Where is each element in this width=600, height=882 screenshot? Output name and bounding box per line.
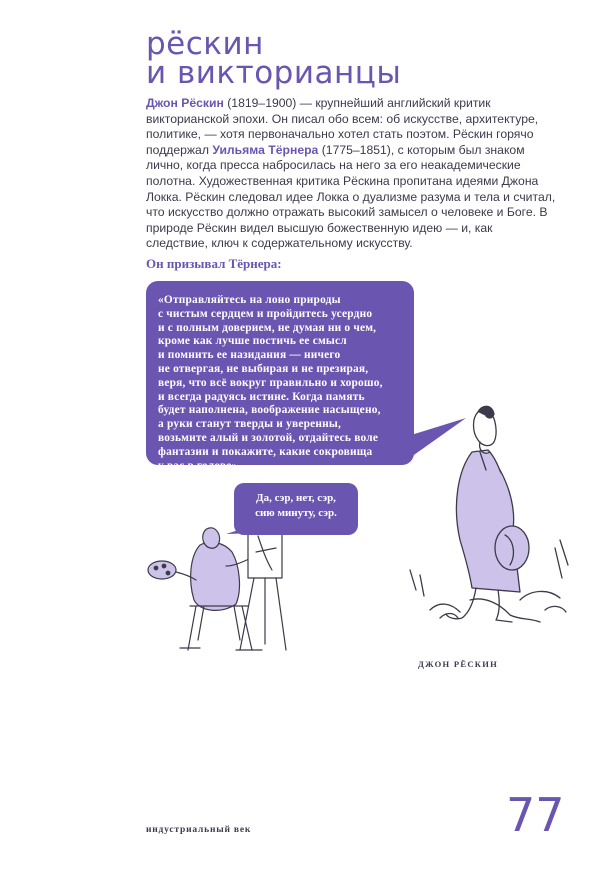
intro-part-2: (1775–1851), с которым был знаком лично, когда пресса набросилась на него за его неакадемические полотна. Художественная критика Рёскина пропитана идеями Джона Локка. Рёскин следовал идее Локка о дуализме разума и тела и считал, что искусство должно отражать высокий замысел о человеке и Боге. В природе Рёскин видел высшую божественную идею — и, как следствие, ключ к содержательному искусству. xyxy=(146,142,556,251)
quote-line: не отвергая, не выбирая и не презирая, xyxy=(158,362,369,375)
title-line-1: рёскин xyxy=(146,26,264,62)
name-turner: Уильяма Тёрнера xyxy=(212,142,319,157)
reply-bubble xyxy=(234,483,358,535)
quote-bubble xyxy=(146,281,414,472)
quote-line: с чистым сердцем и пройдитесь усердно xyxy=(158,307,373,320)
quote-line: и помнить ее назидания — ничего xyxy=(158,349,341,362)
quote-line: и с полным доверием, не думая ни о чем, xyxy=(158,321,377,334)
quote-line: будет наполнена, воображение насыщено, xyxy=(158,404,381,417)
quote-line: веря, что всё вокруг правильно и хорошо, xyxy=(158,376,383,389)
name-ruskin: Джон Рёскин xyxy=(146,96,224,110)
page-number: 77 xyxy=(506,788,565,842)
quote-line: возьмите алый и золотой, отдайтесь воле xyxy=(158,431,379,444)
quote-line: фантазии и покажите, какие сокровища xyxy=(158,445,373,458)
reply-text xyxy=(234,491,358,521)
intro-part-1: (1819–1900) — крупнейший английский критик викторианской эпохи. Он писал обо всем: об искусстве, архитектуре, политике, — хотя первоначально хотел стать поэтом. Рёскин горячо поддержал xyxy=(146,96,539,157)
quote-line: и всегда радуясь истине. Когда память xyxy=(158,390,365,403)
reply-line: сию минуту, сэр. xyxy=(255,507,337,519)
footer-section-title: индустриальный век xyxy=(146,825,252,835)
quote-line: «Отправляйтесь на лоно природы xyxy=(158,294,341,306)
quote-line: у вас в голове». xyxy=(158,459,241,472)
illustration-caption: ДЖОН РЁСКИН xyxy=(418,659,499,669)
reply-line: Да, сэр, нет, сэр, xyxy=(256,492,336,504)
title-line-2: и викторианцы xyxy=(146,55,402,91)
quote-line: а руки станут тверды и уверенны, xyxy=(158,418,342,431)
turner-figure xyxy=(148,522,286,650)
quote-text xyxy=(158,294,414,473)
quote-line: кроме как лучше постичь ее смысл xyxy=(158,335,347,348)
quote-subhead: Он призывал Тёрнера: xyxy=(146,256,282,271)
